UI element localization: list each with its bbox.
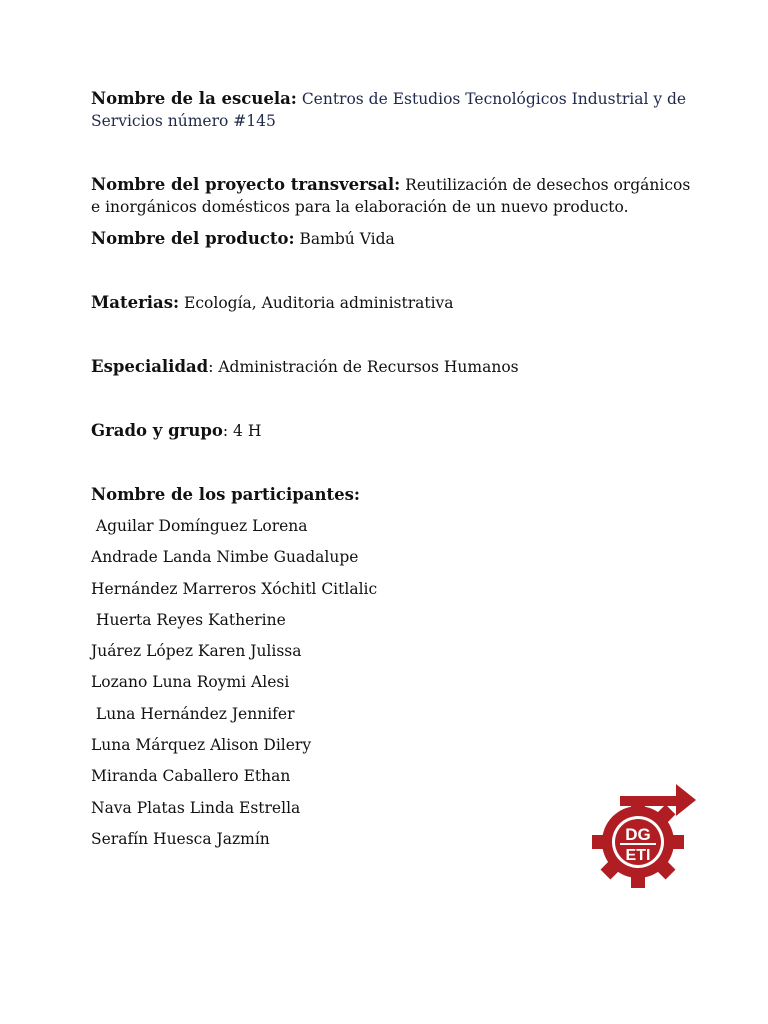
grade-field (91, 420, 691, 442)
participant-item: Luna Márquez Alison Dilery (91, 736, 312, 755)
product-label: Nombre del producto: (91, 229, 295, 248)
specialty-field (91, 356, 691, 378)
specialty-value: : Administración de Recursos Humanos (208, 358, 519, 376)
grade-value: : 4 H (222, 422, 262, 440)
participant-item: Miranda Caballero Ethan (91, 767, 291, 786)
logo-text-bottom: ETI (625, 847, 651, 864)
school-value: Centros de Estudios Tecnológicos Industrial y de Servicios número #145 (91, 90, 687, 130)
participant-item: Hernández Marreros Xóchitl Citlalic (91, 579, 378, 598)
document-page (91, 88, 691, 859)
participant-item: Nava Platas Linda Estrella (91, 798, 301, 817)
school-label: Nombre de la escuela: (91, 89, 297, 108)
subjects-value: Ecología, Auditoria administrativa (179, 294, 454, 312)
project-value: Reutilización de desechos orgánicos e inorgánicos domésticos para la elaboración de un nuevo producto. (91, 176, 691, 216)
participant-item: Luna Hernández Jennifer (91, 704, 295, 723)
participants-heading (91, 484, 691, 506)
participant-item: Lozano Luna Roymi Alesi (91, 673, 290, 692)
participant-item: Juárez López Karen Julissa (91, 642, 302, 661)
product-value: Bambú Vida (294, 230, 395, 248)
product-field (91, 228, 691, 250)
participant-item: Aguilar Domínguez Lorena (91, 517, 308, 535)
logo-text-top: DG (625, 825, 651, 844)
school-field (91, 88, 691, 132)
participant-item: Andrade Landa Nimbe Guadalupe (91, 548, 359, 567)
subjects-label: Materias: (91, 293, 180, 312)
participant-item: Huerta Reyes Katherine (91, 610, 286, 629)
project-field (91, 174, 691, 218)
specialty-label: Especialidad (91, 357, 209, 376)
grade-label: Grado y grupo (91, 421, 223, 440)
subjects-field (91, 292, 691, 314)
participant-item: Serafín Huesca Jazmín (91, 829, 270, 848)
project-label: Nombre del proyecto transversal: (91, 175, 401, 194)
dgeti-logo (590, 780, 698, 892)
participants-label: Nombre de los participantes: (91, 485, 360, 504)
